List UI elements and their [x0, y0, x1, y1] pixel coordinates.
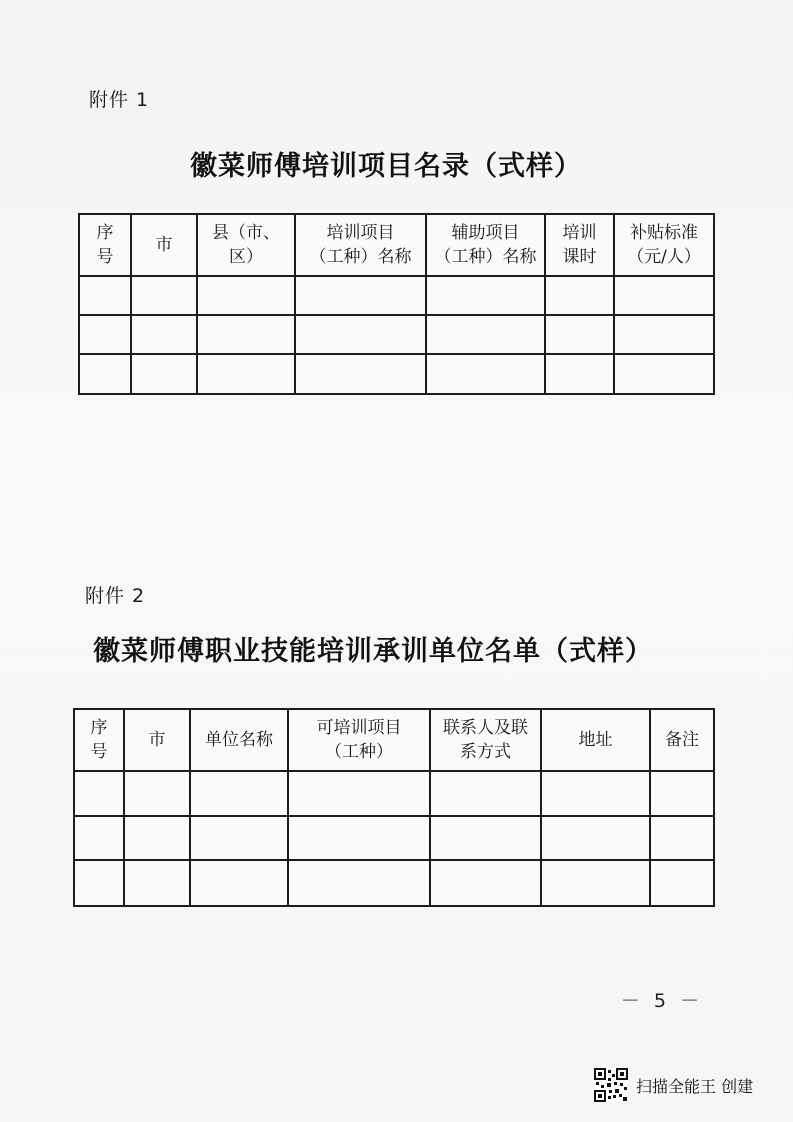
table-cell [295, 276, 426, 315]
table-cell [295, 315, 426, 354]
table-cell [131, 354, 197, 394]
table-cell [614, 276, 714, 315]
table-cell [74, 816, 124, 860]
table-cell [197, 315, 295, 354]
table-cell [190, 771, 288, 816]
table-row [74, 816, 714, 860]
table-cell [74, 860, 124, 906]
col-header-subsidy: 补贴标准 （元/人） [614, 214, 714, 276]
col-header-index: 序 号 [74, 709, 124, 771]
table-row [74, 860, 714, 906]
table-cell [79, 276, 131, 315]
col-header-city: 市 [124, 709, 190, 771]
table-cell [288, 860, 430, 906]
col-header-index: 序 号 [79, 214, 131, 276]
col-header-remarks: 备注 [650, 709, 714, 771]
table-cell [545, 276, 614, 315]
table-cell [650, 816, 714, 860]
table-row [74, 771, 714, 816]
col-header-city: 市 [131, 214, 197, 276]
table-cell [426, 315, 545, 354]
table-cell [131, 276, 197, 315]
attachment-1-title: 徽菜师傅培训项目名录（式样） [190, 151, 582, 182]
table-cell [197, 276, 295, 315]
table-cell [190, 860, 288, 906]
table-cell [79, 315, 131, 354]
table-cell [74, 771, 124, 816]
col-header-county: 县（市、 区） [197, 214, 295, 276]
table-cell [430, 816, 541, 860]
attachment-1-table [78, 213, 715, 395]
table-cell [295, 354, 426, 394]
table-row [79, 276, 714, 315]
table-cell [541, 816, 650, 860]
table-cell [650, 771, 714, 816]
col-header-training-hours: 培训 课时 [545, 214, 614, 276]
table-cell [541, 771, 650, 816]
table-cell [430, 771, 541, 816]
table-cell [426, 354, 545, 394]
table-cell [124, 860, 190, 906]
table-cell [288, 816, 430, 860]
col-header-auxiliary-project: 辅助项目 （工种）名称 [426, 214, 545, 276]
table-cell [545, 315, 614, 354]
col-header-training-project: 培训项目 （工种）名称 [295, 214, 426, 276]
table-header-row [79, 214, 714, 276]
table-row [79, 315, 714, 354]
table-cell [650, 860, 714, 906]
attachment-2-title: 徽菜师傅职业技能培训承训单位名单（式样） [93, 636, 653, 667]
qr-code-icon [594, 1068, 628, 1102]
attachment-2-table [73, 708, 715, 907]
page-number: － 5 － [620, 990, 703, 1012]
table-cell [545, 354, 614, 394]
table-cell [190, 816, 288, 860]
table-cell [614, 354, 714, 394]
table-cell [426, 276, 545, 315]
col-header-address: 地址 [541, 709, 650, 771]
table-cell [288, 771, 430, 816]
table-header-row [74, 709, 714, 771]
table-row [79, 354, 714, 394]
col-header-contact: 联系人及联 系方式 [430, 709, 541, 771]
table-cell [614, 315, 714, 354]
table-cell [124, 816, 190, 860]
table-cell [541, 860, 650, 906]
scanner-watermark [594, 1068, 753, 1102]
table-cell [124, 771, 190, 816]
table-cell [430, 860, 541, 906]
col-header-unit-name: 单位名称 [190, 709, 288, 771]
table-cell [79, 354, 131, 394]
table-cell [197, 354, 295, 394]
col-header-trainable-project: 可培训项目 （工种） [288, 709, 430, 771]
attachment-2-label: 附件 2 [85, 585, 146, 607]
watermark-text: 扫描全能王 创建 [636, 1076, 754, 1096]
table-cell [131, 315, 197, 354]
attachment-1-label: 附件 1 [89, 89, 150, 111]
